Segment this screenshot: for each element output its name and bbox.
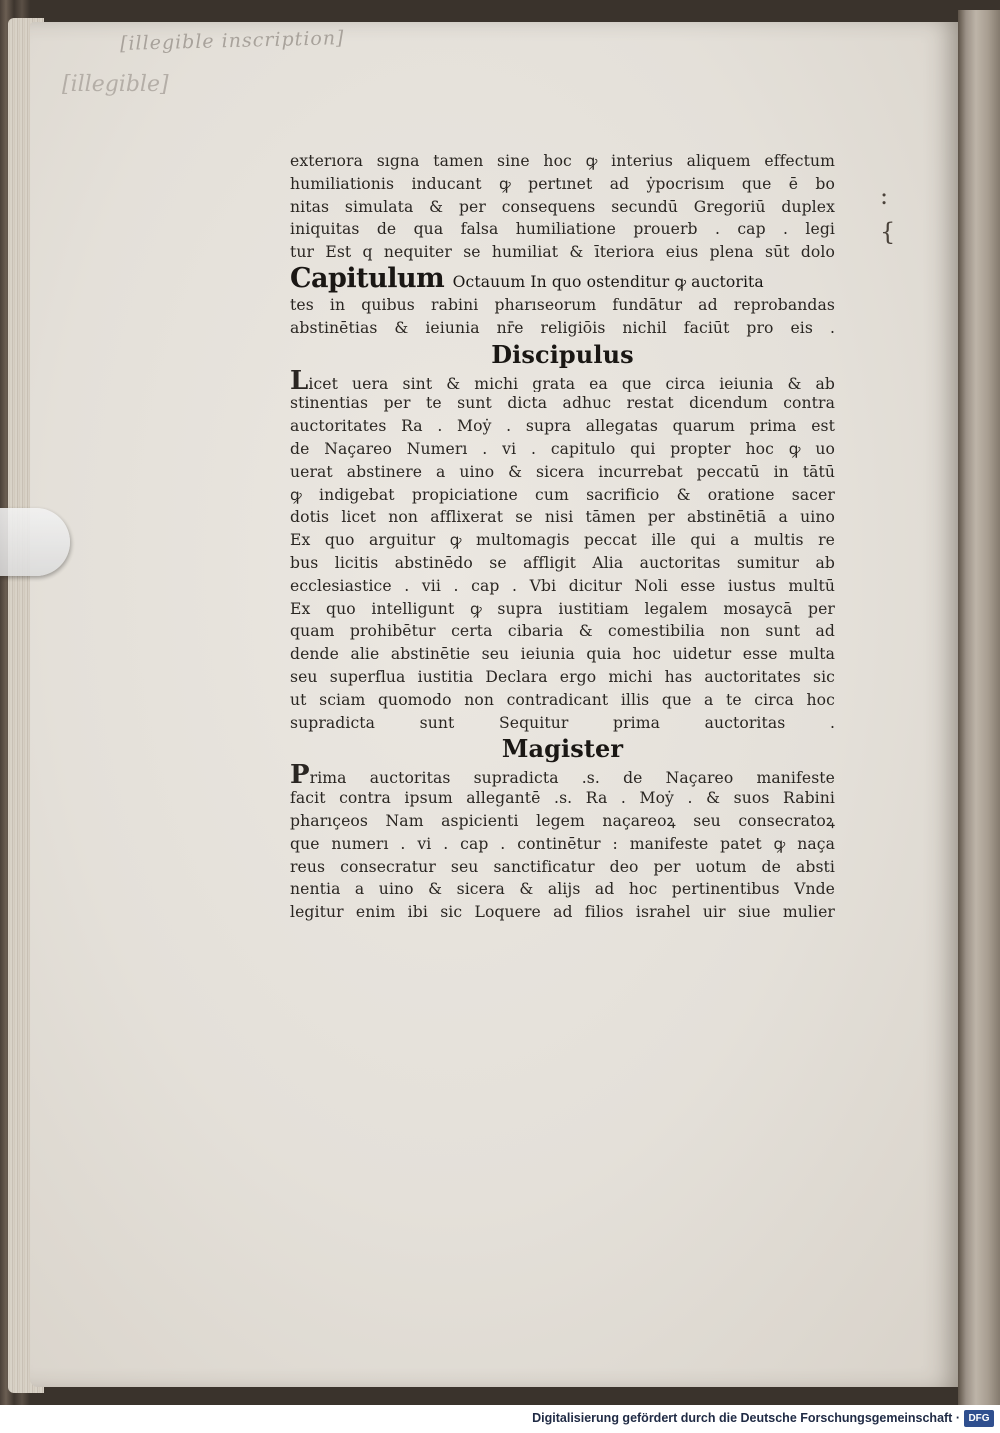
chapter-title: Capitulum bbox=[290, 262, 445, 294]
text-line: legitur enim ibi sic Loquere ad filios israhel uir siue mulier bbox=[290, 903, 835, 922]
funding-credit: Digitalisierung gefördert durch die Deutsche Forschungsgemeinschaft · bbox=[532, 1411, 960, 1425]
text-line: iniquitas de qua falsa humiliatione prouerb . cap . legi bbox=[290, 220, 835, 239]
footer-bar bbox=[0, 1405, 1000, 1433]
text-line: reus consecratur seu sanctificatur deo per uotum de absti bbox=[290, 857, 835, 876]
text-line: ut sciam quomodo non contradicant illis que a te circa hoc bbox=[290, 690, 835, 709]
text-line: dende alie abstinētie seu ieiunia quia hoc uidetur esse multa bbox=[290, 645, 835, 664]
text-line: exterıora sıgna tamen sine hoc ꝙ interius aliquem effectum bbox=[290, 152, 835, 170]
text-line: stinentias per te sunt dicta adhuc restat dicendum contra bbox=[290, 394, 835, 413]
page-marker-tab bbox=[0, 508, 70, 576]
magister-first-text: rima auctoritas supradicta .s. de Naçareo manifeste bbox=[309, 769, 835, 788]
discipulus-initial: L bbox=[290, 369, 309, 393]
chapter-summary bbox=[290, 294, 835, 340]
discipulus-first-line bbox=[290, 370, 835, 393]
intro-paragraph bbox=[290, 150, 835, 264]
text-line: pharıçeos Nam aspicienti legem naçareoꝝ seu consecratoꝝ bbox=[290, 811, 835, 830]
magister-first-line bbox=[290, 764, 835, 787]
handwritten-note: [illegible inscription] bbox=[119, 27, 345, 55]
discipulus-first-text: icet uera sint & michi grata ea que circa ieiunia & ab bbox=[308, 374, 835, 393]
text-line: uerat abstinere a uino & sicera incurrebat peccatū in tātū bbox=[290, 462, 835, 481]
chapter-title-rest: Octauum In quo ostenditur ꝙ auctorita bbox=[452, 272, 764, 291]
printed-text-block bbox=[290, 150, 835, 924]
text-line: ꝙ indigebat propiciatione cum sacrificio & oratione sacer bbox=[290, 485, 835, 504]
magister-heading: Magister bbox=[501, 734, 624, 764]
text-line: tes in quibus rabini pharıseorum fundātur ad reprobandas bbox=[290, 295, 835, 314]
text-line: auctoritates Ra . Moẏ . supra allegatas quarum prima est bbox=[290, 417, 835, 436]
discipulus-paragraph bbox=[290, 392, 835, 734]
magister-paragraph bbox=[290, 787, 835, 924]
text-line: nentia a uino & sicera & alijs ad hoc pertinentibus Vnde bbox=[290, 880, 835, 899]
text-line: abstinētias & ieiunia nr̄e religiōis nichil faciūt pro eis . bbox=[290, 318, 835, 337]
text-line: que numerı . vi . cap . continētur : manifeste patet ꝙ naça bbox=[290, 834, 835, 853]
facing-page-edge bbox=[958, 10, 1000, 1405]
text-line: facit contra ipsum allegantē .s. Ra . Moẏ . & suos Rabini bbox=[290, 789, 835, 808]
text-line: humiliationis inducant ꝙ pertınet ad ẏpocrisım que ē bo bbox=[290, 174, 835, 193]
margin-bracket-mark: : { bbox=[880, 182, 896, 246]
text-line: quam prohibētur certa cibaria & comestibilia non sunt ad bbox=[290, 622, 835, 641]
dfg-logo: DFG bbox=[964, 1410, 994, 1427]
text-line: ecclesiastice . vii . cap . Vbi dicitur Noli esse iustus multū bbox=[290, 576, 835, 595]
folio-number: [illegible] bbox=[62, 72, 169, 97]
text-line: supradicta sunt Sequitur prima auctoritas . bbox=[290, 713, 835, 732]
magister-initial: P bbox=[290, 764, 310, 788]
text-line: tur Est q nequiter se humiliat & īteriora eius plena sūt dolo bbox=[290, 243, 835, 262]
text-line: dotis licet non afflixerat se nisi tāmen per abstinētiā a uino bbox=[290, 508, 835, 527]
chapter-heading bbox=[290, 264, 835, 294]
text-line: Ex quo arguitur ꝙ multomagis peccat ille qui a multis re bbox=[290, 531, 835, 550]
text-line: Ex quo intelligunt ꝙ supra iustitiam legalem mosaycā per bbox=[290, 599, 835, 618]
text-line: de Naçareo Numerı . vi . capitulo qui propter hoc ꝙ uo bbox=[290, 439, 835, 458]
text-line: bus licitis abstinēdo se affligit Alia auctoritas sumitur ab bbox=[290, 553, 835, 572]
text-line: nitas simulata & per consequens secundū Gregoriū duplex bbox=[290, 197, 835, 216]
text-line: seu superflua iustitia Declara ergo michi has auctoritates sic bbox=[290, 667, 835, 686]
discipulus-heading: Discipulus bbox=[491, 339, 634, 369]
